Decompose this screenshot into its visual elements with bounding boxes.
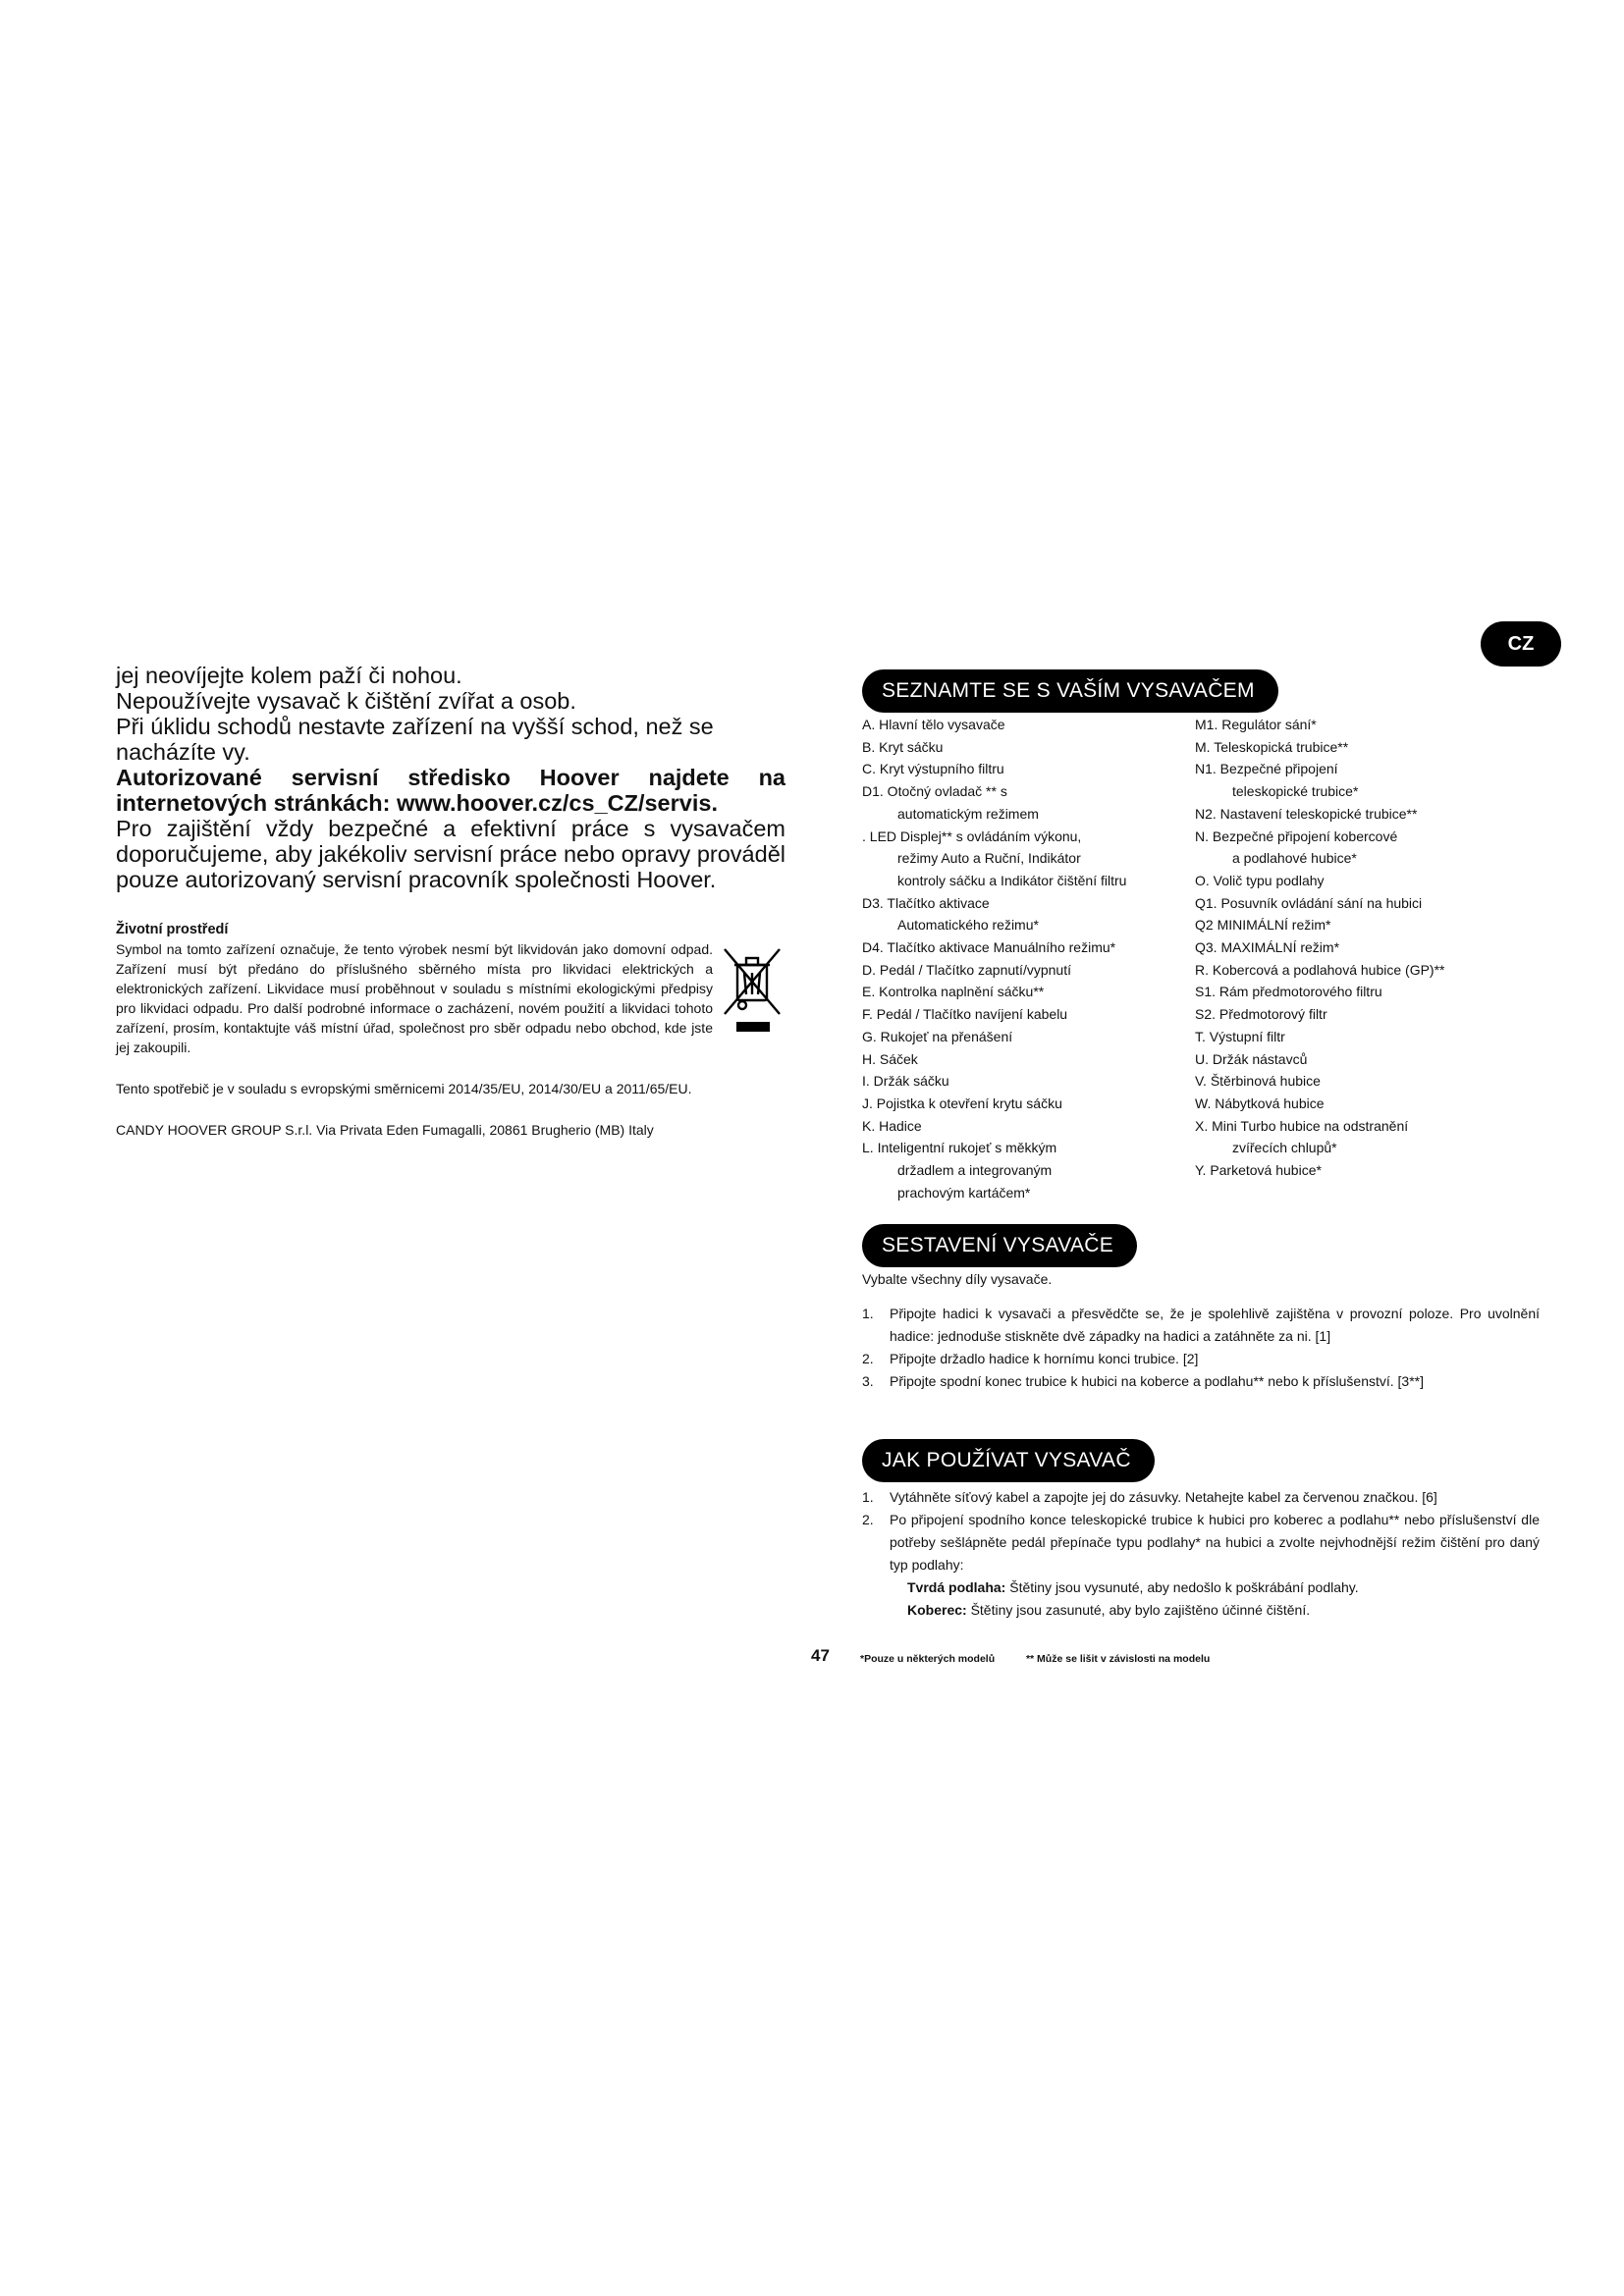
environment-heading: Životní prostředí <box>116 922 229 937</box>
assembly-step: 1. Připojte hadici k vysavači a přesvědčte se, že je spolehlivě zajištěna v provozní poloze. Pro uvolnění hadice: jednoduše stiskněte dvě západky na hadici a zatáhněte za ni. [1] <box>862 1306 1540 1344</box>
part-list-item: N2. Nastavení teleskopické trubice** <box>1195 805 1418 822</box>
part-list-item: A. Hlavní tělo vysavače <box>862 717 1005 732</box>
assembly-steps <box>862 1303 1540 1393</box>
part-list-item: držadlem a integrovaným <box>897 1162 1053 1179</box>
part-list-item: zvířecích chlupů* <box>1232 1140 1337 1156</box>
section-heading-text: JAK POUŽÍVAT VYSAVAČ <box>882 1449 1131 1471</box>
part-list-item: E. Kontrolka naplnění sáčku** <box>862 984 1045 1000</box>
language-badge: CZ <box>1481 621 1561 667</box>
part-list-item: J. Pojistka k otevření krytu sáčku <box>862 1095 1062 1111</box>
section-heading-text: SESTAVENÍ VYSAVAČE <box>882 1234 1114 1256</box>
part-list-item: Y. Parketová hubice* <box>1195 1162 1322 1179</box>
part-list-item: D1. Otočný ovladač ** s <box>862 783 1007 800</box>
part-list-item: S2. Předmotorový filtr <box>1195 1006 1327 1023</box>
part-list-item: X. Mini Turbo hubice na odstranění <box>1195 1117 1409 1134</box>
part-list-item: . LED Displej** s ovládáním výkonu, <box>862 828 1082 844</box>
part-list-item: C. Kryt výstupního filtru <box>862 761 1004 777</box>
assembly-step: 3. Připojte spodní konec trubice k hubici na koberce a podlahu** nebo k příslušenství. [3**] <box>862 1373 1424 1389</box>
footnote-variation: ** Může se lišit v závislosti na modelu <box>1025 1653 1211 1665</box>
environment-text: Symbol na tomto zařízení označuje, že tento výrobek nesmí být likvidován jako domovní odpad. Zařízení musí být předáno do příslušného sběrného místa pro likvidaci elektrických a elektronických zařízení. Likvidace musí proběhnout v souladu s místními ekologickými předpisy pro likvidaci odpadu. Pro další podrobné informace o zacházení, novém použití a likvidaci tohoto zařízení, prosím, kontaktujte váš místní úřad, společnost pro sběr odpadu nebo obchod, kde jste jej zakoupili. <box>116 941 713 1055</box>
part-list-item: M. Teleskopická trubice** <box>1195 738 1349 755</box>
part-list-item: Q1. Posuvník ovládání sání na hubici <box>1195 894 1423 911</box>
part-list-item: K. Hadice <box>862 1117 922 1134</box>
part-list-item: N1. Bezpečné připojení <box>1195 761 1338 777</box>
part-list-item: R. Kobercová a podlahová hubice (GP)** <box>1195 961 1445 978</box>
intro-line: Při úklidu schodů nestavte zařízení na vyšší schod, než se <box>116 714 714 739</box>
part-list-item: U. Držák nástavců <box>1195 1050 1308 1067</box>
part-list-item: S1. Rám předmotorového filtru <box>1195 984 1382 1000</box>
part-list-item: Q3. MAXIMÁLNÍ režim* <box>1195 939 1340 956</box>
part-list-item: D. Pedál / Tlačítko zapnutí/vypnutí <box>862 961 1071 978</box>
left-column <box>116 663 785 1140</box>
parts-list-left <box>862 714 1196 1203</box>
usage-step: 1. Vytáhněte síťový kabel a zapojte jej do zásuvky. Netahejte kabel za červenou značkou. [6] <box>862 1489 1437 1505</box>
part-list-item: G. Rukojeť na přenášení <box>862 1028 1013 1044</box>
part-list-item: T. Výstupní filtr <box>1195 1028 1285 1044</box>
section-heading-text: SEZNAMTE SE S VAŠÍM VYSAVAČEM <box>882 679 1255 702</box>
section-heading-usage <box>862 1439 1155 1482</box>
part-list-item: O. Volič typu podlahy <box>1195 872 1325 888</box>
intro-line: Nepoužívejte vysavač k čištění zvířat a osob. <box>116 688 576 714</box>
part-list-item: prachovým kartáčem* <box>897 1184 1031 1201</box>
page-number: 47 <box>811 1646 830 1665</box>
part-list-item: V. Štěrbinová hubice <box>1195 1073 1321 1090</box>
parts-list-right <box>1195 714 1548 1182</box>
part-list-item: a podlahové hubice* <box>1232 850 1357 867</box>
footnotes <box>860 1653 1210 1665</box>
directive-text: Tento spotřebič je v souladu s evropskými směrnicemi 2014/35/EU, 2014/30/EU a 2011/65/EU. <box>116 1081 692 1096</box>
part-list-item: H. Sáček <box>862 1050 918 1067</box>
weee-bin-icon <box>721 943 785 1036</box>
section-heading-assembly <box>862 1224 1137 1267</box>
part-list-item: L. Inteligentní rukojeť s měkkým <box>862 1140 1057 1156</box>
intro-line: jej neovíjejte kolem paží či nohou. <box>116 663 462 688</box>
footnote-models: *Pouze u některých modelů <box>860 1653 996 1665</box>
part-list-item: M1. Regulátor sání* <box>1195 717 1317 732</box>
service-recommendation: Pro zajištění vždy bezpečné a efektivní práce s vysavačem doporučujeme, aby jakékoliv servisní práce nebo opravy prováděl pouze autorizovaný servisní pracovník společnosti Hoover. <box>116 816 785 892</box>
part-list-item: kontroly sáčku a Indikátor čištění filtru <box>897 872 1127 888</box>
part-list-item: N. Bezpečné připojení kobercové <box>1195 828 1398 844</box>
assembly-step: 2. Připojte držadlo hadice k hornímu konci trubice. [2] <box>862 1351 1199 1366</box>
usage-steps <box>862 1486 1540 1622</box>
part-list-item: režimy Auto a Ruční, Indikátor <box>897 850 1081 867</box>
usage-step: 2. Po připojení spodního konce teleskopické trubice k hubici pro koberec a podlahu** nebo příslušenství dle potřeby sešlápněte pedál přepínače typu podlahy* na hubici a zvolte nejvhodnější režim čištění pro daný typ podlahy: <box>862 1512 1540 1573</box>
part-list-item: W. Nábytková hubice <box>1195 1095 1325 1111</box>
floor-mode-hard: Tvrdá podlaha: Štětiny jsou vysunuté, aby nedošlo k poškrábání podlahy. <box>907 1579 1359 1595</box>
part-list-item: D4. Tlačítko aktivace Manuálního režimu* <box>862 939 1116 956</box>
assembly-intro: Vybalte všechny díly vysavače. <box>862 1271 1053 1287</box>
company-address: CANDY HOOVER GROUP S.r.l. Via Privata Eden Fumagalli, 20861 Brugherio (MB) Italy <box>116 1122 654 1138</box>
part-list-item: F. Pedál / Tlačítko navíjení kabelu <box>862 1006 1068 1023</box>
part-list-item: D3. Tlačítko aktivace <box>862 894 990 911</box>
part-list-item: I. Držák sáčku <box>862 1073 949 1090</box>
floor-mode-carpet: Koberec: Štětiny jsou zasunuté, aby bylo zajištěno účinné čištění. <box>907 1602 1311 1618</box>
part-list-item: teleskopické trubice* <box>1232 783 1359 800</box>
part-list-item: Automatického režimu* <box>897 917 1039 934</box>
part-list-item: B. Kryt sáčku <box>862 738 944 755</box>
intro-line: nacházíte vy. <box>116 739 250 765</box>
part-list-item: automatickým režimem <box>897 805 1039 822</box>
part-list-item: Q2 MINIMÁLNÍ režim* <box>1195 917 1331 934</box>
service-center-notice: Autorizované servisní středisko Hoover najdete na internetových stránkách: www.hoover.cz/cs_CZ/servis. <box>116 765 785 816</box>
section-heading-know <box>862 669 1278 713</box>
